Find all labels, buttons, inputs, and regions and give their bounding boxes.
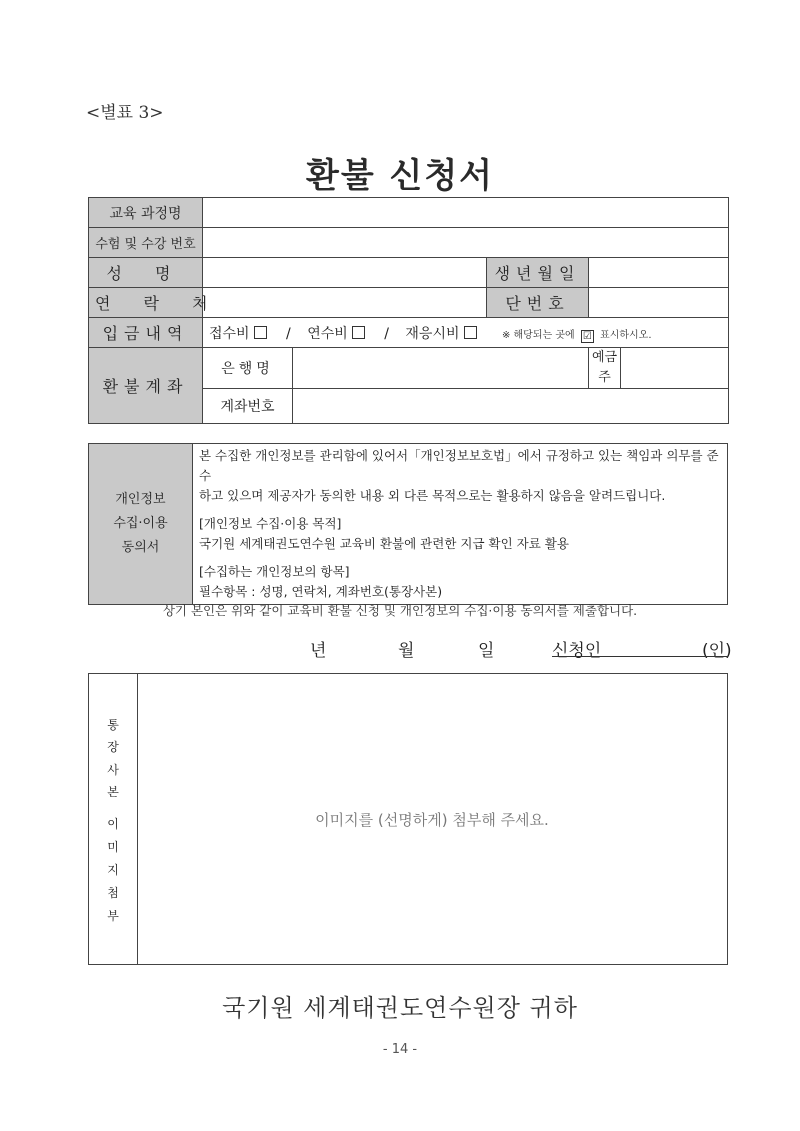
fee-separator: /: [286, 325, 291, 342]
seal-label: (인): [702, 641, 732, 661]
account-holder-label-line1: 예금: [591, 350, 618, 365]
fee-note-suffix: 표시하시오.: [600, 329, 652, 341]
name-field[interactable]: [203, 258, 487, 288]
refund-form-table: [88, 197, 729, 424]
privacy-intro: 본 수집한 개인정보를 관리함에 있어서「개인정보보호법」에서 규정하고 있는 책임과 의무를 준수: [199, 448, 719, 483]
privacy-label: [89, 444, 193, 605]
privacy-label-line: 동의서: [121, 540, 160, 555]
retest-checkbox[interactable]: [464, 326, 477, 339]
contact-field[interactable]: [203, 288, 487, 318]
items-text: 필수항목 : 성명, 연락처, 계좌번호(통장사본): [199, 584, 443, 599]
payment-options: [203, 318, 729, 348]
birth-label: 생년월일: [487, 258, 589, 288]
consent-statement: 상기 본인은 위와 같이 교육비 환불 신청 및 개인정보의 수집·이용 동의서를 제출합니다.: [162, 603, 638, 618]
bankbook-attachment-box[interactable]: [88, 673, 728, 965]
vertical-char: 본: [107, 785, 119, 799]
year-label: 년: [310, 641, 327, 661]
birth-field[interactable]: [589, 258, 729, 288]
name-label: 성 명: [89, 258, 203, 288]
month-label: 월: [398, 641, 415, 661]
training-checkbox[interactable]: [352, 326, 365, 339]
payment-label: 입금내역: [89, 318, 203, 348]
vertical-char: 장: [107, 740, 119, 754]
annex-label: <별표 3>: [86, 103, 164, 123]
contact-label: 연 락 처: [89, 288, 203, 318]
exam-number-label: 수험 및 수강 번호: [89, 228, 203, 258]
items-heading: [수집하는 개인정보의 항목]: [199, 564, 350, 579]
account-holder-field[interactable]: [621, 348, 729, 389]
vertical-char: 부: [107, 909, 119, 923]
vertical-char: 통: [107, 718, 119, 732]
day-label: 일: [478, 641, 495, 661]
privacy-intro: 하고 있으며 제공자가 동의한 내용 외 다른 목적으로는 활용하지 않음을 알려드립니다.: [199, 488, 666, 503]
privacy-label-line: 수집·이용: [113, 516, 168, 531]
attachment-message: 이미지를 (선명하게) 첨부해 주세요.: [315, 811, 549, 829]
checkmark-icon: ☑: [581, 330, 594, 343]
exam-number-field[interactable]: [203, 228, 729, 258]
bank-name-field[interactable]: [293, 348, 589, 389]
attachment-vertical-label: [89, 674, 138, 964]
account-holder-label-line2: 주: [598, 370, 611, 385]
privacy-label-line: 개인정보: [115, 492, 166, 507]
account-number-field[interactable]: [293, 389, 729, 424]
account-holder-label: [589, 348, 621, 389]
course-field[interactable]: [203, 198, 729, 228]
vertical-char: 미: [107, 840, 119, 854]
fee-note: [502, 330, 652, 341]
page-number: - 14 -: [382, 1042, 418, 1057]
vertical-char: 사: [107, 763, 119, 777]
refund-account-label: 환불계좌: [89, 348, 203, 424]
privacy-consent-table: [88, 443, 728, 605]
fee-option-training: 연수비: [307, 325, 348, 342]
dan-number-field[interactable]: [589, 288, 729, 318]
vertical-char: 이: [107, 817, 119, 831]
fee-option-registration: 접수비: [209, 325, 250, 342]
purpose-heading: [개인정보 수집·이용 목적]: [199, 516, 342, 531]
purpose-text: 국기원 세계태권도연수원 교육비 환불에 관련한 지급 확인 자료 활용: [199, 536, 569, 551]
signature-underline: [552, 656, 728, 657]
fee-option-retest: 재응시비: [405, 325, 460, 342]
vertical-char: 지: [107, 863, 119, 877]
fee-separator: /: [384, 325, 389, 342]
applicant-label: 신청인: [552, 641, 602, 661]
account-number-label: 계좌번호: [203, 389, 293, 424]
registration-checkbox[interactable]: [254, 326, 267, 339]
addressee-footer: 국기원 세계태권도연수원장 귀하: [222, 994, 578, 1022]
course-label: 교육 과정명: [89, 198, 203, 228]
bank-name-label: 은행명: [203, 348, 293, 389]
dan-number-label: 단번호: [487, 288, 589, 318]
privacy-text: [193, 444, 728, 605]
vertical-char: 첨: [107, 886, 119, 900]
fee-note-prefix: ※ 해당되는 곳에: [501, 329, 575, 341]
document-title: 환불 신청서: [305, 156, 495, 196]
